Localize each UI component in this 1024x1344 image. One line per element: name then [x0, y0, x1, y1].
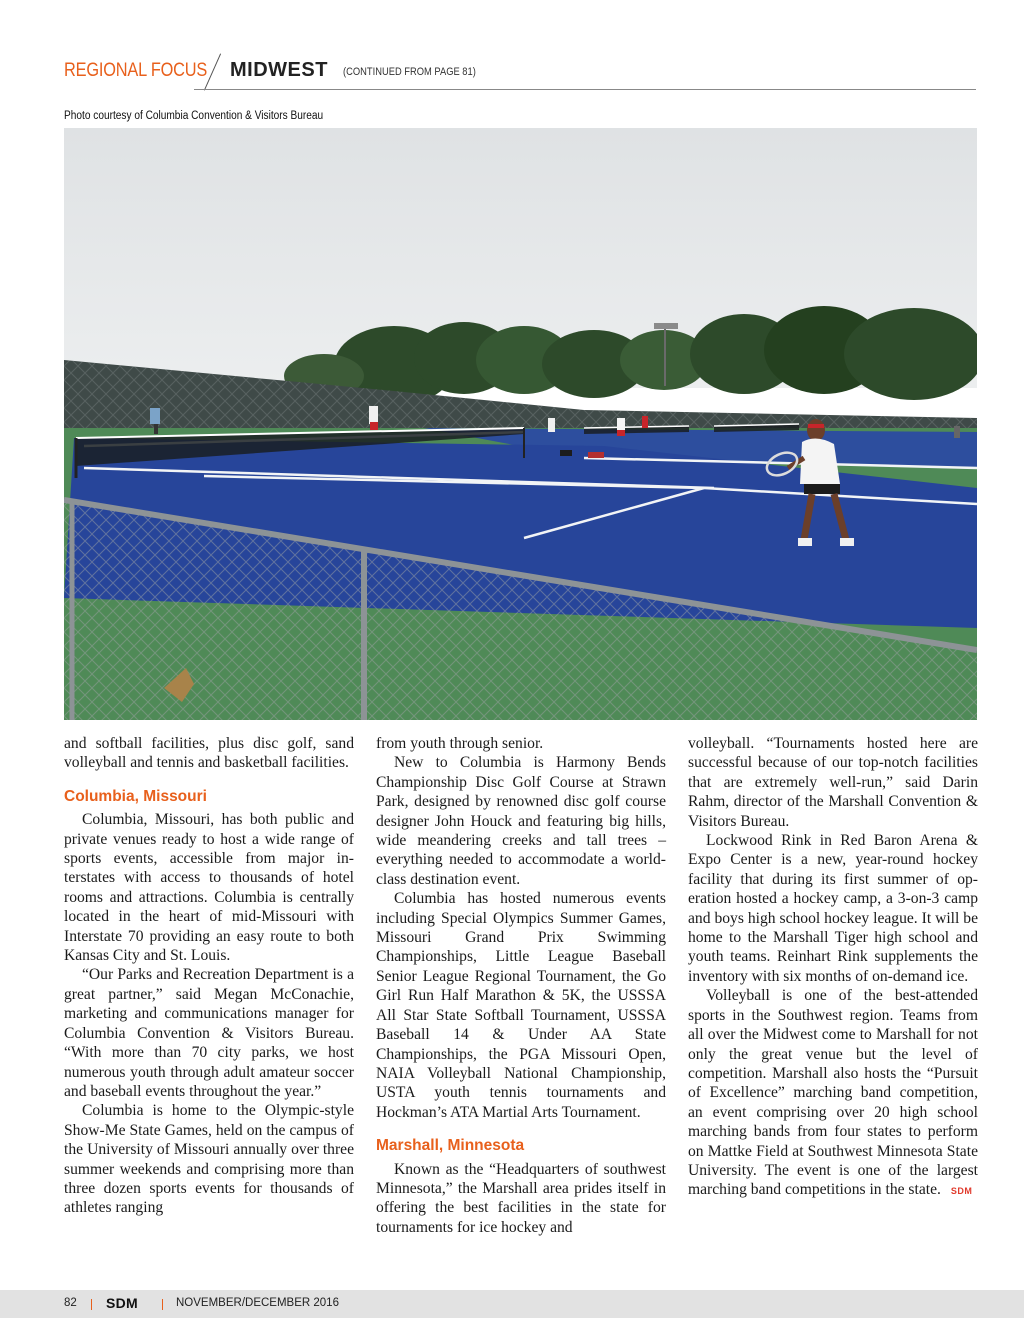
paragraph: New to Columbia is Harmony Bends Championship Disc Golf Course at Strawn Park, designed by renowned disc golf course designer John Houck and featuring big hills, wide meandering creeks and tall trees – everything needed to accommodate a world-class destination event.: [376, 754, 666, 888]
paragraph: “Our Parks and Recreation Department is a great partner,” said Megan McConachie, marketing and communications manager for Columbia Convention & Visitors Bureau. “With more than 70 city parks, we host numerous youth through adult amateur soccer and baseball events throughout the year.”: [64, 966, 354, 1100]
paragraph: Columbia is home to the Olympic-style Show-Me State Games, held on the campus of the University of Missouri annually over three summer weekends and comprising more than three dozen sports events for thousands of athletes ranging: [64, 1102, 354, 1217]
paragraph: volleyball. “Tournaments hosted here are successful because of our top-notch facilities that are extremely well-run,” said Darin Rahm, director of the Marshall Convention & Visitors Bureau.: [688, 735, 978, 830]
paragraph-final: [688, 986, 978, 1201]
section-heading-columbia: Columbia, Missouri: [64, 787, 207, 805]
paragraph: Columbia, Missouri, has both public and private venues ready to host a wide range of sports events, accessible from major interstates with access to thousands of hotel rooms and attractions. Columbia is centrally located in the heart of mid-Missouri with Interstate 70 providing an easy route to both Kansas City and St. Louis.: [64, 811, 354, 965]
region-title: MIDWEST: [230, 59, 328, 81]
article-column-1: [64, 734, 354, 1218]
issue-date: NOVEMBER/DECEMBER 2016: [176, 1297, 339, 1309]
page-number: 82: [64, 1297, 77, 1309]
paragraph: Lockwood Rink in Red Baron Arena & Expo Center is a new, year-round hockey facility that during its first summer of operation hosted a hockey camp, a 3-on-3 camp and boys high school hockey league. It will be home to the Marshall Tiger high school and youth teams. Reinhart Rink supplements the inventory with six months of on-demand ice.: [688, 832, 978, 985]
section-label: REGIONAL FOCUS: [64, 60, 208, 81]
continued-note: (CONTINUED FROM PAGE 81): [343, 66, 476, 78]
end-of-article-mark: SDM: [950, 1186, 973, 1197]
header-rule: [194, 89, 976, 90]
footer-divider: [91, 1299, 92, 1310]
paragraph: and softball facilities, plus disc golf, sand volleyball and tennis and basketball facilities.: [64, 735, 354, 772]
equipment-bag: [560, 450, 572, 456]
page-footer: [0, 1290, 1024, 1318]
tennis-courts-photo: [64, 128, 977, 720]
page-header: [64, 58, 976, 90]
article-column-2: [376, 734, 666, 1237]
section-heading-marshall: Marshall, Minnesota: [376, 1137, 525, 1155]
footer-divider: [162, 1299, 163, 1310]
paragraph: Known as the “Headquarters of southwest Minnesota,” the Marshall area prides itself in offering the best facilities in the state for tournaments for ice hockey and: [376, 1160, 666, 1236]
light-pole: [664, 326, 666, 386]
paragraph-text: Volleyball is one of the best-attended sports in the Southwest region. Teams from all over the Midwest come to Marshall for not only the great venue but the level of competition. Marshall also hosts the “Pursuit of Excellence” marching band competition, an event comprising over 20 high school marching bands from four states to perform on Mattke Field at Southwest Minnesota State University. The event is one of the largest marching band competitions in the state.: [688, 987, 978, 1199]
article-column-3: [688, 734, 978, 1202]
magazine-name: SDM: [106, 1295, 139, 1311]
paragraph: from youth through senior.: [376, 735, 544, 752]
tennis-scene-illustration: [64, 128, 977, 720]
paragraph: Columbia has hosted numerous events including Special Olympics Summer Games, Missouri Grand Prix Swimming Championships, Little League Baseball Senior League Regional Tournament, the Go Girl Run Half Marathon & 5K, the USSSA All Star State Softball Tournament, USSSA Baseball 14 & Under AA State Championships, the PGA Missouri Open, NAIA Volleyball National Championship, USTA youth tennis tournaments and Hockman’s ATA Martial Arts Tournament.: [376, 890, 666, 1121]
photo-credit: Photo courtesy of Columbia Convention & Visitors Bureau: [64, 110, 324, 122]
